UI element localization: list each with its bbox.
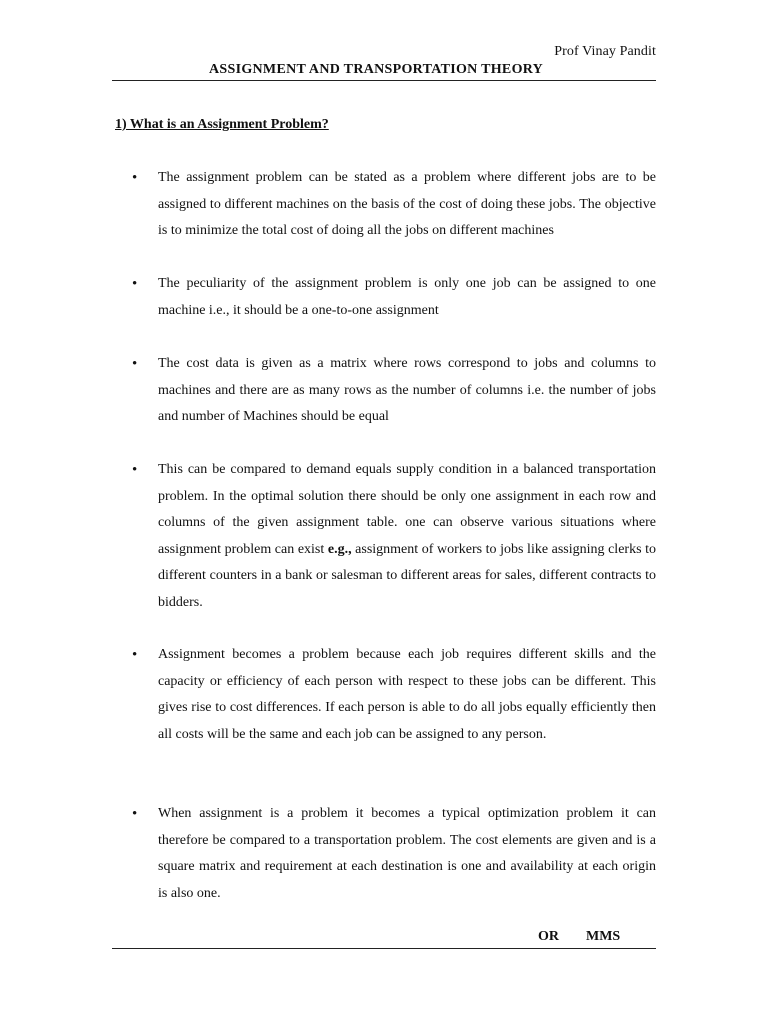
bullet-icon: •	[132, 462, 138, 478]
bullet-icon: •	[132, 356, 138, 372]
footer-course: MMS	[586, 929, 621, 944]
bullet-text: The peculiarity of the assignment problem is only one job can be assigned to one machine i.e., it should be a one-to-one assignment	[158, 276, 656, 318]
header-divider	[112, 80, 656, 81]
footer-subject: OR	[538, 929, 559, 944]
section-heading: 1) What is an Assignment Problem?	[115, 117, 329, 132]
bullet-text: The cost data is given as a matrix where rows correspond to jobs and columns to machines and there are as many rows as the number of columns i.e. the number of jobs and number of Machines should be equal	[158, 356, 656, 424]
bullet-text-part: assignment of workers to jobs like assigning clerks to different counters in a bank or salesman to different areas for sales, different contracts to bidders.	[158, 541, 656, 610]
bullet-icon: •	[132, 806, 138, 822]
bullet-text-emphasis: e.g.,	[327, 541, 352, 557]
document-title: ASSIGNMENT AND TRANSPORTATION THEORY	[209, 62, 544, 77]
author-name: Prof Vinay Pandit	[554, 44, 656, 59]
bullet-icon: •	[132, 647, 138, 663]
bullet-text: When assignment is a problem it becomes a typical optimization problem it can therefore be compared to a transportation problem. The cost elements are given and is a square matrix and requirement at each destination is one and availability at each origin is also one.	[158, 806, 656, 901]
bullet-text-part: This can be compared to demand equals supply condition in a balanced transportation problem. In the optimal solution there should be only one assignment in each row and columns of the given assignment table. one can observe various situations where assignment problem can exist	[158, 462, 656, 557]
footer-divider	[112, 948, 656, 949]
bullet-text	[158, 457, 656, 616]
bullet-text: Assignment becomes a problem because each job requires different skills and the capacity or efficiency of each person with respect to these jobs can be different. This gives rise to cost differences. If each person is able to do all jobs equally efficiently then all costs will be the same and each job can be assigned to any person.	[158, 647, 656, 742]
bullet-icon: •	[132, 276, 138, 292]
bullet-icon: •	[132, 170, 138, 186]
bullet-text: The assignment problem can be stated as a problem where different jobs are to be assigned to different machines on the basis of the cost of doing these jobs. The objective is to minimize the total cost of doing all the jobs on different machines	[158, 170, 656, 238]
